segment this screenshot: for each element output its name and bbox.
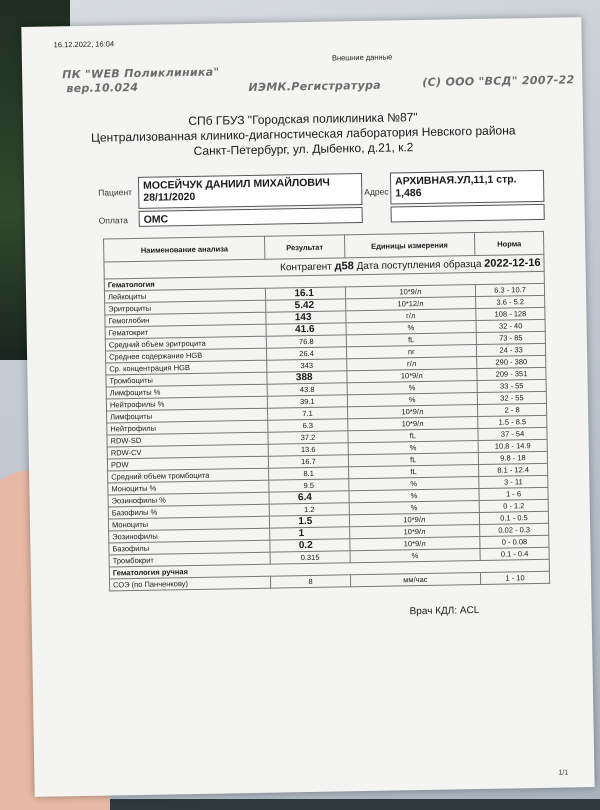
section-hematology-manual: Гематология ручная bbox=[109, 559, 549, 579]
unit: % bbox=[350, 549, 481, 563]
page-number: 1/1 bbox=[558, 769, 569, 777]
analysis-name: Лимфоциты bbox=[107, 408, 269, 423]
result-value: 0.315 bbox=[270, 551, 349, 564]
norm-range: 3.6 - 5.2 bbox=[476, 295, 545, 308]
payment-box: ОМС bbox=[139, 207, 363, 227]
unit: 10*9/л bbox=[346, 369, 477, 383]
result-value: 39.1 bbox=[268, 395, 347, 408]
result-value: 8 bbox=[271, 575, 350, 588]
unit: 10*9/л bbox=[349, 513, 480, 527]
unit: % bbox=[348, 477, 479, 491]
copyright: (C) ООО "ВСД" 2007-22 bbox=[422, 73, 575, 89]
analysis-name: Моноциты bbox=[108, 516, 270, 531]
result-value: 6.3 bbox=[268, 419, 347, 432]
col-analysis-name: Наименование анализа bbox=[104, 236, 266, 262]
analysis-name: Эритроциты bbox=[105, 300, 267, 315]
doctor-signature: Врач КДЛ: ACL bbox=[409, 605, 480, 618]
analysis-name: Лимфоциты % bbox=[106, 384, 268, 399]
analysis-name: Гематокрит bbox=[105, 324, 267, 339]
result-value: 1 bbox=[270, 527, 349, 540]
unit: % bbox=[347, 393, 478, 407]
unit: 10*9/л bbox=[347, 417, 478, 431]
result-value: 43.8 bbox=[267, 383, 346, 396]
payment-label: Оплата bbox=[98, 215, 129, 226]
analysis-name: PDW bbox=[107, 456, 269, 471]
result-value: 6.4 bbox=[269, 491, 348, 504]
unit: мм/час bbox=[350, 573, 481, 587]
result-value: 13.6 bbox=[269, 443, 348, 456]
analysis-name: Среднее содержание HGB bbox=[105, 348, 267, 363]
unit: fL bbox=[346, 333, 477, 347]
results-table bbox=[103, 231, 550, 592]
result-value: 143 bbox=[266, 311, 345, 324]
result-value: 76.8 bbox=[267, 335, 346, 348]
analysis-name: Гемоглобин bbox=[105, 312, 267, 327]
unit: fL bbox=[348, 453, 479, 467]
org-name: СПб ГБУЗ "Городская поликлиника №87" bbox=[188, 110, 418, 129]
lab-report-sheet bbox=[21, 17, 594, 797]
unit: % bbox=[348, 441, 479, 455]
unit: пг bbox=[346, 345, 477, 359]
result-value: 9.5 bbox=[269, 479, 348, 492]
norm-range: 209 - 351 bbox=[477, 367, 546, 380]
col-unit: Единицы измерения bbox=[344, 233, 475, 258]
section-hematology: Гематология bbox=[104, 271, 544, 291]
result-value: 1.2 bbox=[270, 503, 349, 516]
norm-range: 0 - 1.2 bbox=[479, 499, 548, 512]
analysis-name: Эозинофилы bbox=[109, 528, 271, 543]
norm-range: 290 - 380 bbox=[477, 355, 546, 368]
norm-range: 0.1 - 0.5 bbox=[479, 511, 548, 524]
col-norm: Норма bbox=[475, 231, 544, 255]
norm-range: 2 - 8 bbox=[478, 403, 547, 416]
col-result: Результат bbox=[265, 235, 345, 259]
module-name: ИЭМК.Регистратура bbox=[248, 78, 382, 94]
unit: г/л bbox=[345, 309, 476, 323]
analysis-name: RDW-CV bbox=[107, 444, 269, 459]
unit: 10*9/л bbox=[349, 537, 480, 551]
result-value: 388 bbox=[267, 371, 346, 384]
analysis-name: RDW-SD bbox=[107, 432, 269, 447]
contractor-label: Контрагент bbox=[280, 261, 332, 273]
norm-range: 0.02 - 0.3 bbox=[480, 523, 549, 536]
analysis-name: Средний объем эритроцита bbox=[105, 336, 267, 351]
result-value: 26.4 bbox=[267, 347, 346, 360]
unit: 10*9/л bbox=[349, 525, 480, 539]
norm-range: 10.8 - 14.9 bbox=[478, 439, 547, 452]
norm-range: 37 - 54 bbox=[478, 427, 547, 440]
analysis-name: Базофилы % bbox=[108, 504, 270, 519]
unit: 10*12/л bbox=[345, 297, 476, 311]
software-version: вер.10.024 bbox=[66, 80, 139, 96]
result-value: 37.2 bbox=[268, 431, 347, 444]
analysis-name: Базофилы bbox=[109, 540, 271, 555]
norm-range: 9.8 - 18 bbox=[478, 451, 547, 464]
analysis-name: Нейтрофилы bbox=[107, 420, 269, 435]
result-value: 343 bbox=[267, 359, 346, 372]
contractor-code: д58 bbox=[334, 259, 354, 273]
unit: % bbox=[347, 381, 478, 395]
analysis-name: Эозинофилы % bbox=[108, 492, 270, 507]
unit: fL bbox=[347, 429, 478, 443]
analysis-name: Лейкоциты bbox=[104, 288, 266, 303]
analysis-name: СОЭ (по Панченкову) bbox=[109, 576, 271, 591]
norm-range: 32 - 40 bbox=[476, 319, 545, 332]
address-label: Адрес bbox=[364, 186, 389, 197]
external-data-label: Внешние данные bbox=[331, 52, 393, 63]
norm-range: 6.3 - 10.7 bbox=[475, 283, 544, 296]
norm-range: 1 - 6 bbox=[479, 487, 548, 500]
norm-range: 0.1 - 0.4 bbox=[480, 547, 549, 560]
unit: % bbox=[346, 321, 477, 335]
norm-range: 1 - 10 bbox=[481, 571, 550, 584]
result-value: 16.7 bbox=[269, 455, 348, 468]
result-value: 7.1 bbox=[268, 407, 347, 420]
analysis-name: Нейтрофилы % bbox=[106, 396, 268, 411]
lab-name: Централизованная клинико-диагностическая лаборатория Невского района bbox=[90, 123, 516, 145]
analysis-name: Ср. концентрация HGB bbox=[106, 360, 268, 375]
analysis-name: Средний объем тромбоцита bbox=[108, 468, 270, 483]
analysis-name: Моноциты % bbox=[108, 480, 270, 495]
lab-address: Санкт-Петербург, ул. Дыбенко, д.21, к.2 bbox=[193, 140, 414, 158]
patient-label: Пациент bbox=[98, 187, 133, 198]
unit: 10*9/л bbox=[345, 285, 476, 299]
patient-name-box: МОСЕЙЧУК ДАНИИЛ МИХАЙЛОВИЧ 28/11/2020 bbox=[138, 173, 363, 209]
norm-range: 0 - 0.08 bbox=[480, 535, 549, 548]
empty-box bbox=[391, 204, 545, 223]
sample-date: 2022-12-16 bbox=[484, 256, 541, 270]
result-value: 41.6 bbox=[266, 323, 345, 336]
unit: % bbox=[349, 489, 480, 503]
norm-range: 32 - 55 bbox=[477, 391, 546, 404]
norm-range: 33 - 55 bbox=[477, 379, 546, 392]
norm-range: 73 - 85 bbox=[476, 331, 545, 344]
result-value: 1.5 bbox=[270, 515, 349, 528]
unit: % bbox=[349, 501, 480, 515]
result-value: 5.42 bbox=[266, 299, 345, 312]
print-datetime: 16.12.2022, 16:04 bbox=[53, 39, 115, 50]
norm-range: 3 - 11 bbox=[479, 475, 548, 488]
norm-range: 1.5 - 8.5 bbox=[478, 415, 547, 428]
norm-range: 8.1 - 12.4 bbox=[479, 463, 548, 476]
address-box: АРХИВНАЯ.УЛ,11,1 стр. 1,486 bbox=[390, 170, 545, 205]
result-value: 8.1 bbox=[269, 467, 348, 480]
norm-range: 108 - 128 bbox=[476, 307, 545, 320]
result-value: 16.1 bbox=[266, 287, 345, 300]
software-name: ПК "WEB Поликлиника" bbox=[62, 65, 220, 82]
unit: fL bbox=[348, 465, 479, 479]
analysis-name: Тромбоциты bbox=[106, 372, 268, 387]
unit: г/л bbox=[346, 357, 477, 371]
unit: 10*9/л bbox=[347, 405, 478, 419]
sample-date-label: Дата поступления образца bbox=[356, 258, 482, 272]
analysis-name: Тромбокрит bbox=[109, 552, 271, 567]
result-value: 0.2 bbox=[270, 539, 349, 552]
norm-range: 24 - 33 bbox=[477, 343, 546, 356]
